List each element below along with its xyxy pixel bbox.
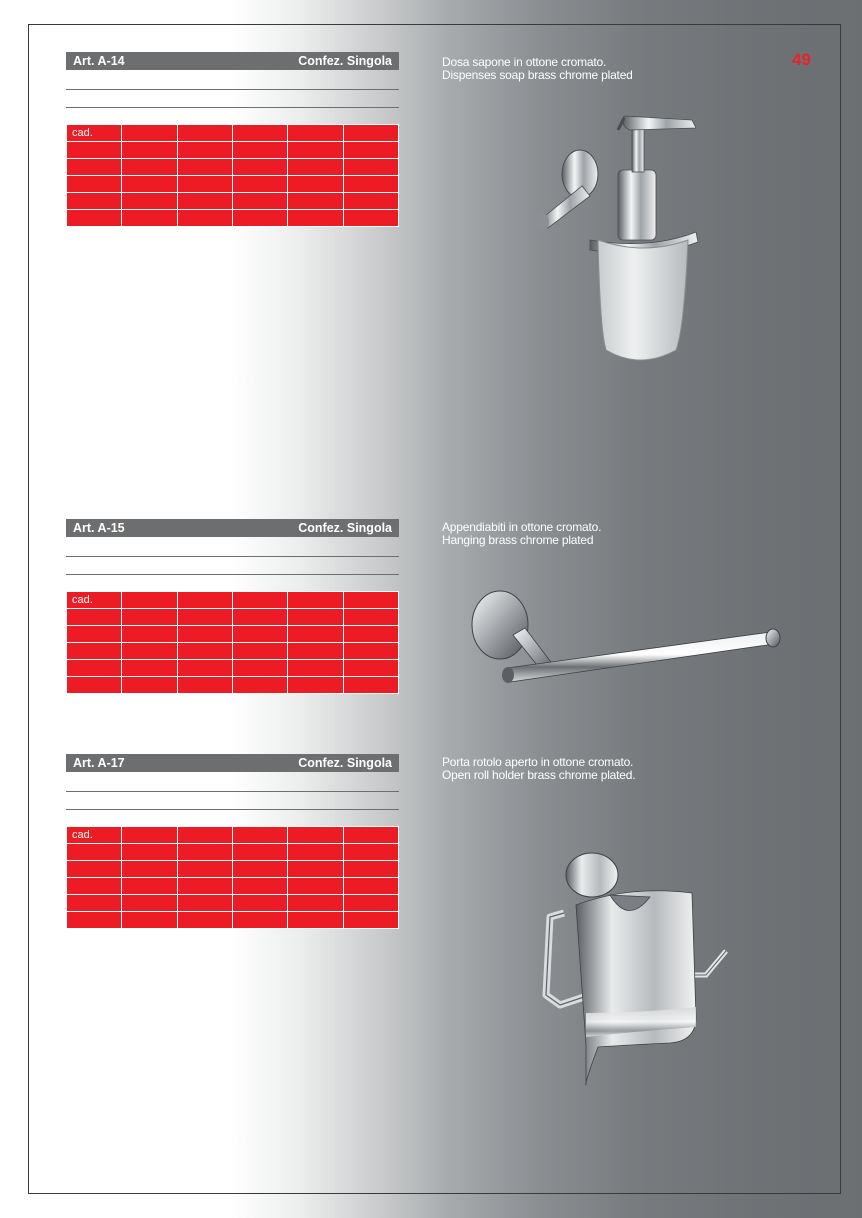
table-cell — [232, 159, 287, 176]
table-cell — [288, 176, 343, 193]
table-cell — [122, 677, 177, 694]
table-cell — [177, 142, 232, 159]
table-cell — [288, 609, 343, 626]
table-cell — [232, 895, 287, 912]
table-cell — [177, 626, 232, 643]
table-row — [67, 193, 399, 210]
table-cell — [232, 176, 287, 193]
table-cell — [343, 895, 398, 912]
price-table — [66, 124, 399, 227]
table-row — [67, 844, 399, 861]
table-cell — [177, 895, 232, 912]
table-row — [67, 609, 399, 626]
description-it: Appendiabiti in ottone cromato. — [442, 520, 602, 534]
table-cell — [288, 861, 343, 878]
table-cell — [177, 677, 232, 694]
table-cell — [343, 176, 398, 193]
divider — [66, 809, 399, 810]
table-cell — [343, 861, 398, 878]
table-cell — [122, 142, 177, 159]
description-en: Dispenses soap brass chrome plated — [442, 68, 633, 82]
table-cell — [67, 895, 122, 912]
table-cell — [343, 912, 398, 929]
table-cell — [67, 193, 122, 210]
table-cell — [177, 176, 232, 193]
table-cell — [177, 125, 232, 142]
table-cell — [122, 626, 177, 643]
table-cell — [232, 125, 287, 142]
table-cell — [288, 159, 343, 176]
table-cell — [122, 609, 177, 626]
table-cell — [122, 861, 177, 878]
table-cell — [343, 210, 398, 227]
table-row — [67, 861, 399, 878]
table-cell — [232, 827, 287, 844]
table-cell — [67, 660, 122, 677]
table-cell — [67, 176, 122, 193]
divider — [66, 574, 399, 575]
table-cell — [288, 677, 343, 694]
article-code: Art. A-17 — [73, 756, 125, 770]
table-cell — [122, 159, 177, 176]
table-cell: cad. — [67, 125, 122, 142]
table-cell — [177, 861, 232, 878]
table-cell — [177, 159, 232, 176]
table-cell — [288, 827, 343, 844]
description-it: Dosa sapone in ottone cromato. — [442, 55, 607, 69]
table-cell — [288, 878, 343, 895]
table-cell — [288, 660, 343, 677]
roll-holder-icon — [520, 845, 735, 1095]
table-cell — [177, 660, 232, 677]
article-code: Art. A-14 — [73, 54, 125, 68]
divider — [66, 556, 399, 557]
table-cell — [288, 142, 343, 159]
table-row — [67, 827, 399, 844]
table-cell — [177, 210, 232, 227]
description-en: Open roll holder brass chrome plated. — [442, 768, 636, 782]
table-cell — [67, 677, 122, 694]
table-row — [67, 142, 399, 159]
table-cell — [122, 878, 177, 895]
table-cell — [232, 912, 287, 929]
article-code: Art. A-15 — [73, 521, 125, 535]
table-cell — [343, 193, 398, 210]
product-description — [442, 521, 601, 547]
table-cell — [288, 626, 343, 643]
table-cell — [288, 643, 343, 660]
divider — [66, 107, 399, 108]
table-cell — [343, 609, 398, 626]
divider — [66, 791, 399, 792]
pack-type: Confez. Singola — [298, 521, 392, 535]
towel-bar-icon — [465, 580, 785, 700]
table-cell — [232, 592, 287, 609]
table-cell — [232, 677, 287, 694]
table-cell — [177, 844, 232, 861]
table-cell — [67, 912, 122, 929]
price-table — [66, 826, 399, 929]
table-cell — [67, 643, 122, 660]
table-cell — [288, 895, 343, 912]
pack-type: Confez. Singola — [298, 54, 392, 68]
table-row — [67, 878, 399, 895]
table-cell — [122, 176, 177, 193]
table-cell — [288, 125, 343, 142]
table-cell — [67, 626, 122, 643]
table-cell — [343, 643, 398, 660]
article-header — [66, 754, 399, 772]
article-header — [66, 519, 399, 537]
table-cell — [122, 643, 177, 660]
table-cell — [288, 210, 343, 227]
table-row — [67, 159, 399, 176]
table-cell — [232, 193, 287, 210]
table-cell — [343, 159, 398, 176]
table-cell — [67, 609, 122, 626]
price-table — [66, 591, 399, 694]
table-cell — [232, 643, 287, 660]
table-cell — [177, 592, 232, 609]
table-cell — [122, 660, 177, 677]
product-description — [442, 756, 635, 782]
table-cell — [177, 827, 232, 844]
table-cell — [67, 142, 122, 159]
table-row — [67, 626, 399, 643]
table-cell — [343, 592, 398, 609]
table-cell — [343, 660, 398, 677]
table-cell — [288, 592, 343, 609]
table-cell — [288, 912, 343, 929]
table-cell — [343, 827, 398, 844]
table-cell — [232, 660, 287, 677]
pack-type: Confez. Singola — [298, 756, 392, 770]
table-cell — [67, 210, 122, 227]
table-cell — [232, 626, 287, 643]
table-cell — [343, 142, 398, 159]
table-row — [67, 912, 399, 929]
table-cell — [67, 159, 122, 176]
table-row — [67, 643, 399, 660]
divider — [66, 89, 399, 90]
page-number: 49 — [792, 50, 811, 69]
table-cell — [288, 193, 343, 210]
table-cell — [122, 844, 177, 861]
table-cell — [232, 878, 287, 895]
table-row — [67, 677, 399, 694]
table-cell — [343, 677, 398, 694]
table-row — [67, 660, 399, 677]
table-row — [67, 125, 399, 142]
table-cell — [67, 861, 122, 878]
table-cell: cad. — [67, 592, 122, 609]
table-cell — [343, 878, 398, 895]
table-cell — [232, 844, 287, 861]
table-cell — [177, 609, 232, 626]
table-cell — [232, 861, 287, 878]
table-cell — [122, 912, 177, 929]
table-cell — [177, 878, 232, 895]
table-cell — [122, 193, 177, 210]
table-cell — [122, 210, 177, 227]
table-cell — [67, 844, 122, 861]
table-cell — [288, 844, 343, 861]
description-it: Porta rotolo aperto in ottone cromato. — [442, 755, 634, 769]
table-cell — [343, 626, 398, 643]
table-row — [67, 210, 399, 227]
table-row — [67, 895, 399, 912]
table-cell — [177, 193, 232, 210]
table-cell — [177, 643, 232, 660]
table-cell — [177, 912, 232, 929]
product-description — [442, 56, 633, 82]
table-cell — [67, 878, 122, 895]
table-cell — [343, 125, 398, 142]
table-cell — [122, 125, 177, 142]
article-header — [66, 52, 399, 70]
table-cell — [122, 827, 177, 844]
table-cell — [232, 609, 287, 626]
table-cell — [343, 844, 398, 861]
table-cell — [232, 142, 287, 159]
table-cell — [122, 592, 177, 609]
table-cell — [232, 210, 287, 227]
table-row — [67, 592, 399, 609]
description-en: Hanging brass chrome plated — [442, 533, 594, 547]
soap-dispenser-icon — [520, 100, 710, 380]
table-cell: cad. — [67, 827, 122, 844]
table-cell — [122, 895, 177, 912]
table-row — [67, 176, 399, 193]
